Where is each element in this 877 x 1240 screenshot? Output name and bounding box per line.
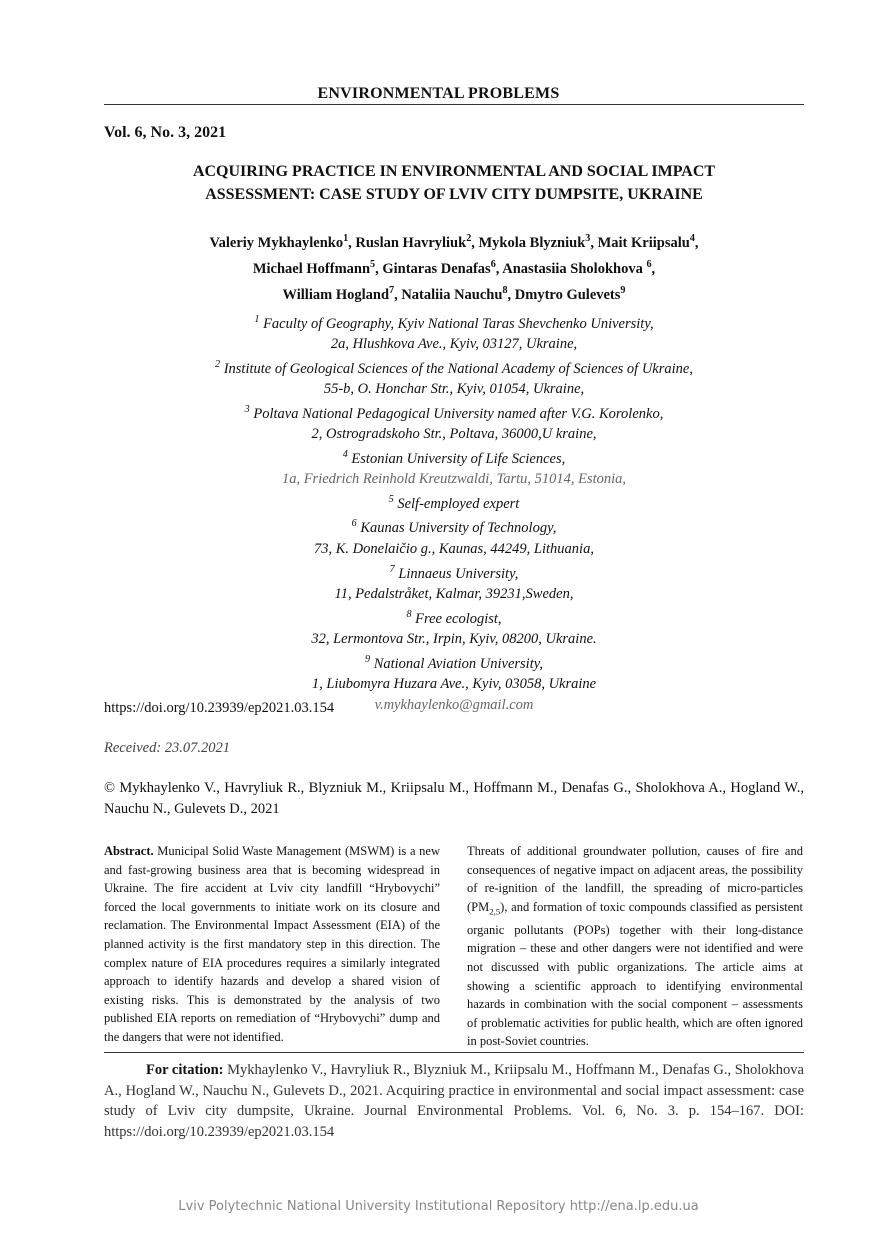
author-sep: , <box>394 286 402 303</box>
author-sep: , <box>694 234 699 251</box>
affiliation-text: Kaunas University of Technology, <box>356 520 557 537</box>
abstract-subscript: 2,5 <box>489 906 501 917</box>
affiliation-name <box>104 650 804 674</box>
affiliation-sup: 3 <box>244 404 250 416</box>
affiliation-text: Institute of Geological Sciences of the National Academy of Sciences of Ukraine, <box>220 360 693 377</box>
citation-block <box>104 1060 804 1142</box>
author-sep: , <box>375 260 383 277</box>
affiliation-name <box>104 514 804 538</box>
author-sup: 9 <box>620 284 626 296</box>
author-name: Ruslan Havryliuk <box>355 234 467 251</box>
affiliation-address: 55-b, O. Honchar Str., Kyiv, 01054, Ukraine, <box>323 381 585 398</box>
affiliation-sup: 2 <box>215 359 221 371</box>
affiliation-sup: 4 <box>342 449 348 461</box>
affiliation-name <box>104 355 804 379</box>
affiliation-name <box>104 605 804 629</box>
received-date: Received: 23.07.2021 <box>104 740 231 756</box>
affiliation-text: Free ecologist, <box>411 610 502 627</box>
author-sup: 3 <box>585 233 591 244</box>
author-name: Anastasiia Sholokhova <box>502 260 647 277</box>
doi-link[interactable]: https://doi.org/10.23939/ep2021.03.154 <box>104 700 335 716</box>
affiliation-address: 1a, Friedrich Reinhold Kreutzwaldi, Tartu, 51014, Estonia, <box>281 471 627 488</box>
repository-footer: Lviv Polytechnic National University Institutional Repository http://ena.lp.edu.ua <box>178 1199 699 1214</box>
affiliation-address: 2, Ostrogradskoho Str., Poltava, 36000,U kraine, <box>311 426 597 443</box>
author-name: William Hogland <box>282 286 390 303</box>
affiliation-text: National Aviation University, <box>370 655 543 672</box>
volume-info: Vol. 6, No. 3, 2021 <box>104 124 227 141</box>
affiliation-name <box>104 490 804 514</box>
author-sep: , <box>495 260 503 277</box>
affiliation-name <box>104 560 804 584</box>
author-name: Mait Kriipsalu <box>597 234 690 251</box>
author-sep: , <box>590 234 598 251</box>
affiliation-address: 73, K. Donelaičio g., Kaunas, 44249, Lithuania, <box>314 540 594 557</box>
author-line-2 <box>104 254 804 280</box>
citation-text: Mykhaylenko V., Havryliuk R., Blyzniuk M., Kriipsalu M., Hoffmann M., Denafas G., Sholokhova A., Hogland W., Nauchu N., Gulevets D., 2021. Acquiring practice in environmental and social impact assessment: case study of Lviv city dumpsite, Ukraine. Journal Environmental Problems. Vol. 6, No. 3. p. 154–167. DOI: https://doi.org/10.23939/ep2021.03.154 <box>104 1062 804 1140</box>
abstract-column-right <box>467 842 803 1051</box>
citation-divider <box>104 1052 804 1053</box>
affiliation-sup: 9 <box>365 653 371 665</box>
abstract-text-right-b: ), and formation of toxic compounds classified as persistent organic pollutants (POPs) together with their long-distance migration – these and other dangers were not identified and were not discussed with public organizations. The article aims at showing a scientific approach to identifying environmental hazards in combination with the social component – assessments of problematic activities for public health, which are often ignored in post-Soviet countries. <box>467 899 803 1049</box>
author-sup: 2 <box>466 233 472 244</box>
affiliation-address: 11, Pedalstråket, Kalmar, 39231,Sweden, <box>334 585 574 602</box>
header-divider <box>104 104 804 105</box>
author-name: Nataliia Nauchu <box>401 286 503 303</box>
author-name: Gintaras Denafas <box>382 260 491 277</box>
copyright-notice: © Mykhaylenko V., Havryliuk R., Blyzniuk M., Kriipsalu M., Hoffmann M., Denafas G., Sholokhova A., Hogland W., Nauchu N., Gulevets D., 2021 <box>104 780 804 817</box>
affiliation-text: Self-employed expert <box>393 495 520 512</box>
paper-title <box>104 160 804 206</box>
affiliations <box>104 310 804 715</box>
journal-header: ENVIRONMENTAL PROBLEMS <box>317 85 560 102</box>
affiliation-name <box>104 400 804 424</box>
author-name: Michael Hoffmann <box>252 260 371 277</box>
affiliation-sup: 6 <box>351 518 357 530</box>
contact-email[interactable]: v.mykhaylenko@gmail.com <box>374 696 534 713</box>
title-line-2: ASSESSMENT: CASE STUDY OF LVIV CITY DUMPSITE, UKRAINE <box>205 186 703 203</box>
affiliation-address: 1, Liubomyra Huzara Ave., Kyiv, 03058, Ukraine <box>311 675 597 692</box>
author-line-3 <box>104 280 804 306</box>
abstract-text-left: Municipal Solid Waste Management (MSWM) is a new and fast-growing business area that is becoming widespread in Ukraine. The fire accident at Lviv city landfill “Hrybovychi” forced the local governments to initiate work on its closure and reclamation. The Environmental Impact Assessment (EIA) of the planned activity is the first mandatory step in this direction. The complex nature of EIA procedures requires a similarly integrated approach to identify hazards and develop a shared vision of existing risks. This is demonstrated by the analysis of two published EIA reports on remediation of “Hrybovychi” dump and the dangers that were not identified. <box>104 844 440 1044</box>
author-sup: 8 <box>502 284 508 296</box>
author-sep: , <box>348 234 356 251</box>
author-list <box>104 228 804 305</box>
author-name: Valeriy Mykhaylenko <box>209 234 344 251</box>
affiliation-text: Estonian University of Life Sciences, <box>347 450 566 467</box>
affiliation-address: 2a, Hlushkova Ave., Kyiv, 03127, Ukraine, <box>330 336 578 353</box>
author-name: Mykola Blyzniuk <box>478 234 586 251</box>
affiliation-sup: 5 <box>388 494 394 506</box>
abstract-column-left <box>104 842 440 1047</box>
author-name: Dmytro Gulevets <box>514 286 621 303</box>
affiliation-address: 32, Lermontova Str., Irpin, Kyiv, 08200, Ukraine. <box>311 630 597 647</box>
affiliation-sup: 1 <box>254 314 260 325</box>
abstract-text-right-a: Threats of additional groundwater pollution, causes of fire and consequences of negative impact on adjacent areas, the possibility of re-ignition of the landfill, the spreading of micro-particles (PM <box>467 844 803 914</box>
affiliation-sup: 8 <box>406 608 412 620</box>
affiliation-text: Linnaeus University, <box>394 565 519 582</box>
author-sup: 7 <box>389 284 395 296</box>
affiliation-text: Faculty of Geography, Kyiv National Taras Shevchenko University, <box>259 315 654 332</box>
author-sup: 1 <box>343 233 349 244</box>
affiliation-name <box>104 310 804 334</box>
affiliation-sup: 7 <box>389 563 395 575</box>
author-sep: , <box>507 286 515 303</box>
title-line-1: ACQUIRING PRACTICE IN ENVIRONMENTAL AND SOCIAL IMPACT <box>192 163 716 180</box>
affiliation-name <box>104 445 804 469</box>
abstract-label: Abstract. <box>104 844 154 858</box>
author-line-1 <box>104 228 804 254</box>
author-sep: , <box>651 260 656 277</box>
author-sep: , <box>471 234 479 251</box>
affiliation-text: Poltava National Pedagogical University named after V.G. Korolenko, <box>249 405 664 422</box>
author-sup: 6 <box>646 258 652 270</box>
author-sup: 5 <box>370 258 376 270</box>
citation-label: For citation: <box>146 1062 224 1078</box>
author-sup: 6 <box>490 258 496 270</box>
author-sup: 4 <box>689 233 695 244</box>
